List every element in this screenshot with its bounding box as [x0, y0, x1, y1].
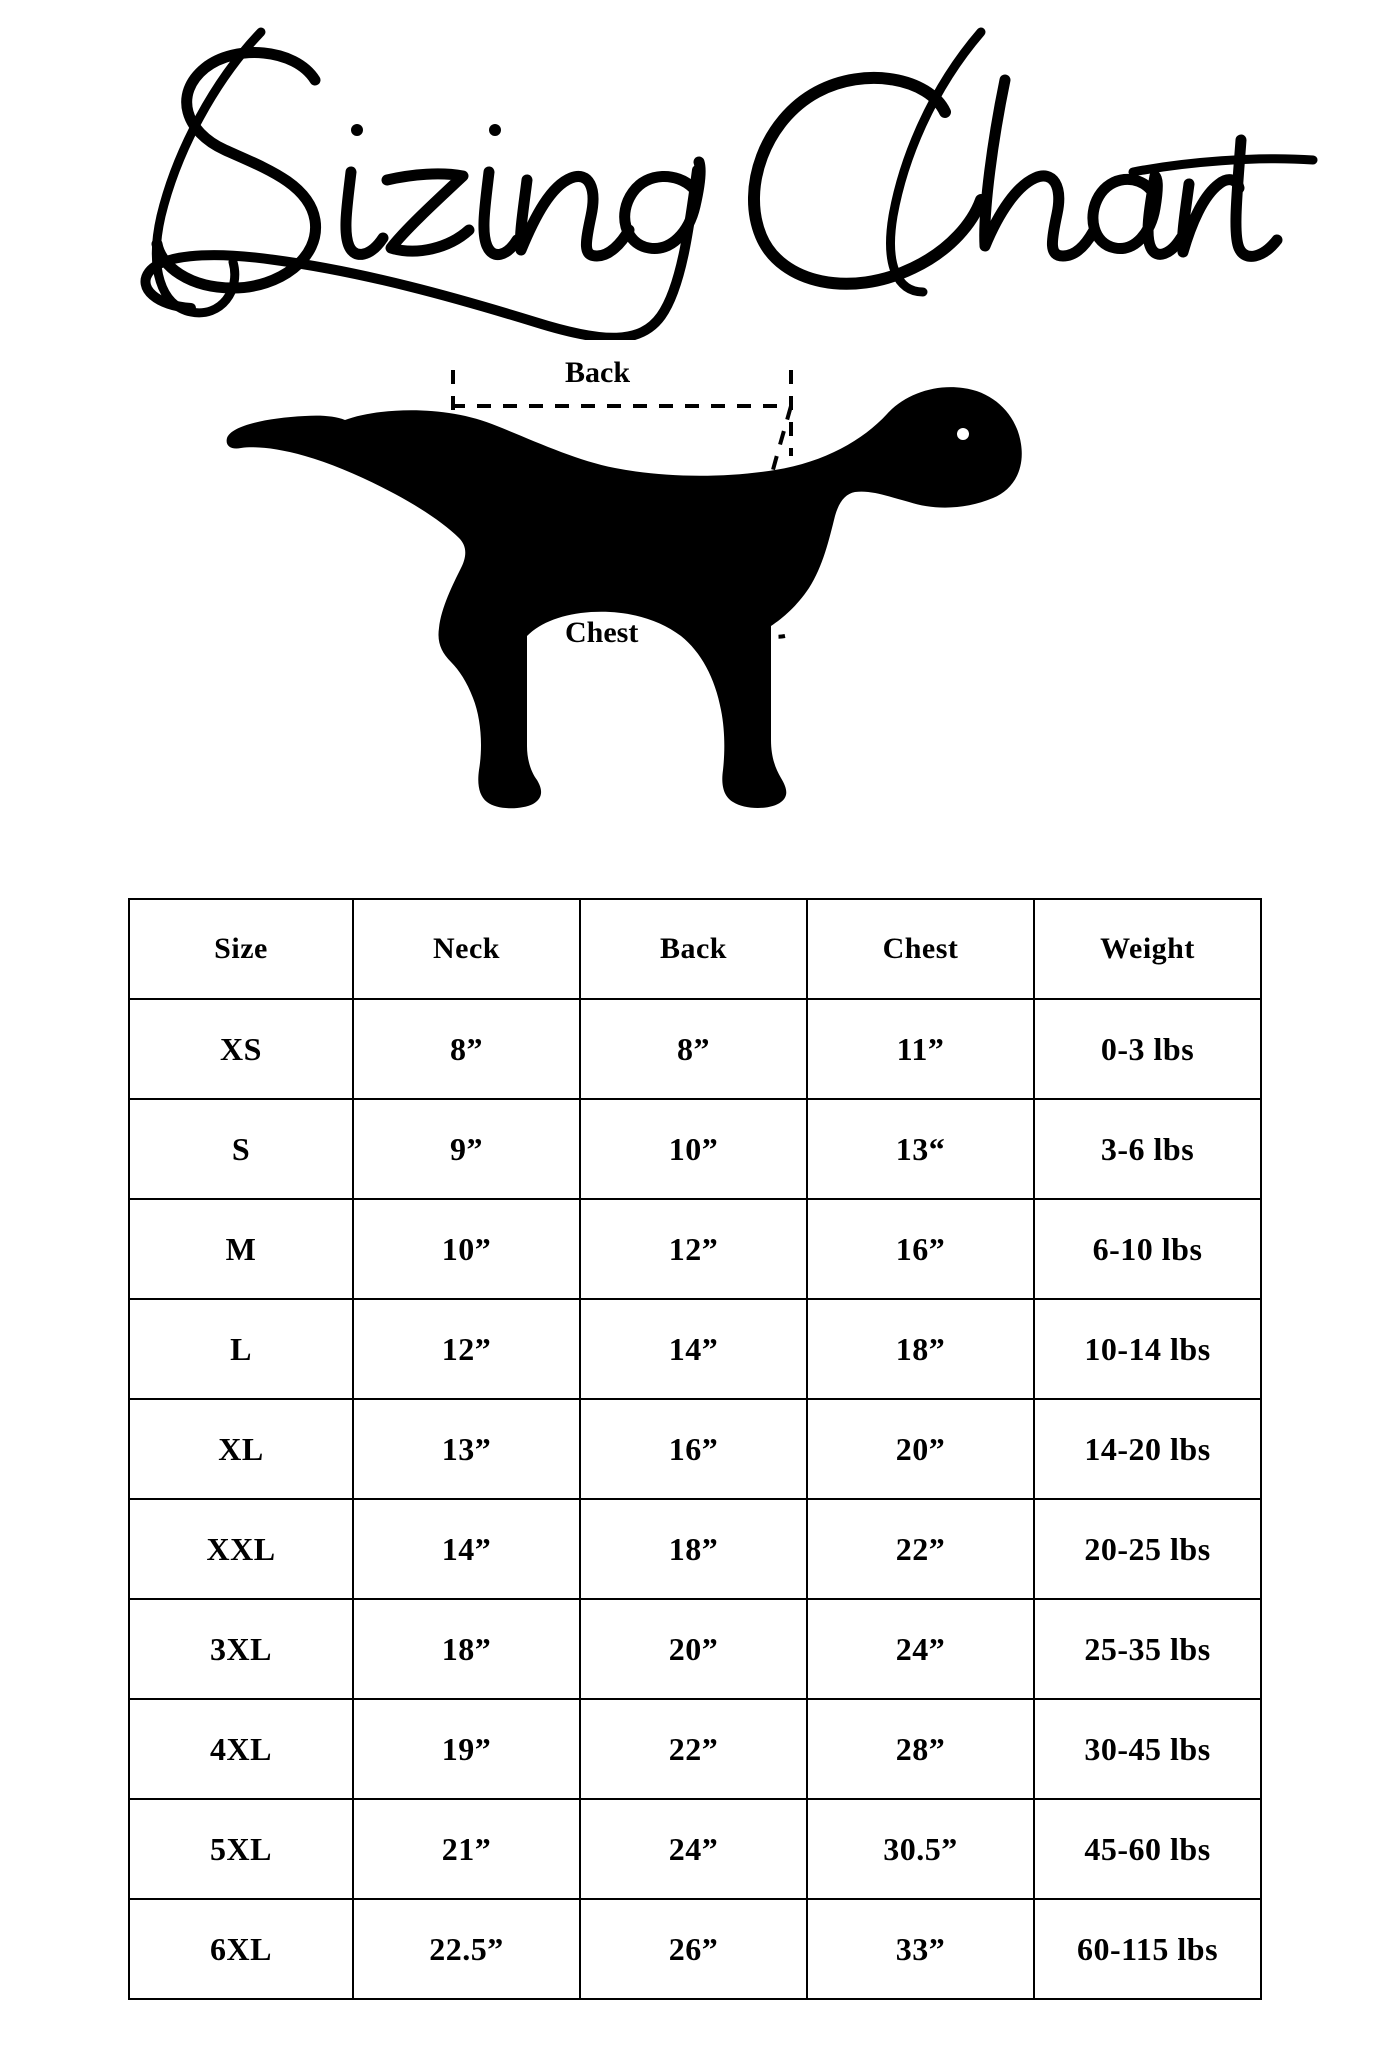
- neck-label: Neck: [887, 464, 952, 497]
- cell-back: 10”: [580, 1099, 807, 1199]
- column-header-size: Size: [129, 899, 353, 999]
- cell-back: 18”: [580, 1499, 807, 1599]
- cell-neck: 13”: [353, 1399, 580, 1499]
- cell-back: 16”: [580, 1399, 807, 1499]
- cell-neck: 8”: [353, 999, 580, 1099]
- cell-neck: 21”: [353, 1799, 580, 1899]
- table-row: [129, 1399, 1261, 1499]
- cell-weight: 14-20 lbs: [1034, 1399, 1261, 1499]
- cell-size: XXL: [129, 1499, 353, 1599]
- table-row: [129, 1799, 1261, 1899]
- cell-chest: 33”: [807, 1899, 1034, 1999]
- sizing-table: [128, 898, 1262, 2000]
- cell-size: L: [129, 1299, 353, 1399]
- cell-size: 3XL: [129, 1599, 353, 1699]
- cell-neck: 10”: [353, 1199, 580, 1299]
- cell-neck: 12”: [353, 1299, 580, 1399]
- table-row: [129, 999, 1261, 1099]
- cell-neck: 22.5”: [353, 1899, 580, 1999]
- table-row: [129, 1899, 1261, 1999]
- cell-neck: 18”: [353, 1599, 580, 1699]
- dog-silhouette-icon: [227, 387, 1022, 808]
- column-header-weight: Weight: [1034, 899, 1261, 999]
- cell-weight: 25-35 lbs: [1034, 1599, 1261, 1699]
- dog-diagram-svg: [145, 360, 1245, 860]
- table-row: [129, 1499, 1261, 1599]
- column-header-chest: Chest: [807, 899, 1034, 999]
- cell-back: 8”: [580, 999, 807, 1099]
- cell-neck: 14”: [353, 1499, 580, 1599]
- back-label: Back: [565, 360, 631, 389]
- cell-weight: 0-3 lbs: [1034, 999, 1261, 1099]
- cell-size: 4XL: [129, 1699, 353, 1799]
- table-row: [129, 1699, 1261, 1799]
- cell-size: XL: [129, 1399, 353, 1499]
- cell-weight: 60-115 lbs: [1034, 1899, 1261, 1999]
- cell-back: 24”: [580, 1799, 807, 1899]
- cell-size: 6XL: [129, 1899, 353, 1999]
- column-header-back: Back: [580, 899, 807, 999]
- cell-back: 26”: [580, 1899, 807, 1999]
- cell-chest: 13“: [807, 1099, 1034, 1199]
- dog-measurement-diagram: [0, 360, 1390, 880]
- cell-size: S: [129, 1099, 353, 1199]
- table-row: [129, 1599, 1261, 1699]
- cell-back: 12”: [580, 1199, 807, 1299]
- table-row: [129, 1099, 1261, 1199]
- cell-back: 20”: [580, 1599, 807, 1699]
- cell-size: 5XL: [129, 1799, 353, 1899]
- cell-chest: 11”: [807, 999, 1034, 1099]
- cell-chest: 30.5”: [807, 1799, 1034, 1899]
- table-header-row: [129, 899, 1261, 999]
- cell-neck: 9”: [353, 1099, 580, 1199]
- cell-weight: 3-6 lbs: [1034, 1099, 1261, 1199]
- cell-chest: 22”: [807, 1499, 1034, 1599]
- title-script-lettering: [65, 20, 1325, 340]
- chest-label: Chest: [565, 616, 639, 649]
- cell-back: 22”: [580, 1699, 807, 1799]
- cell-weight: 20-25 lbs: [1034, 1499, 1261, 1599]
- page-title: [0, 10, 1390, 350]
- cell-size: M: [129, 1199, 353, 1299]
- cell-back: 14”: [580, 1299, 807, 1399]
- cell-weight: 6-10 lbs: [1034, 1199, 1261, 1299]
- cell-size: XS: [129, 999, 353, 1099]
- cell-weight: 10-14 lbs: [1034, 1299, 1261, 1399]
- table-row: [129, 1299, 1261, 1399]
- cell-chest: 24”: [807, 1599, 1034, 1699]
- cell-chest: 20”: [807, 1399, 1034, 1499]
- cell-chest: 28”: [807, 1699, 1034, 1799]
- cell-weight: 30-45 lbs: [1034, 1699, 1261, 1799]
- cell-weight: 45-60 lbs: [1034, 1799, 1261, 1899]
- cell-chest: 16”: [807, 1199, 1034, 1299]
- table-row: [129, 1199, 1261, 1299]
- sizing-table-wrapper: [128, 898, 1260, 2000]
- cell-chest: 18”: [807, 1299, 1034, 1399]
- cell-neck: 19”: [353, 1699, 580, 1799]
- column-header-neck: Neck: [353, 899, 580, 999]
